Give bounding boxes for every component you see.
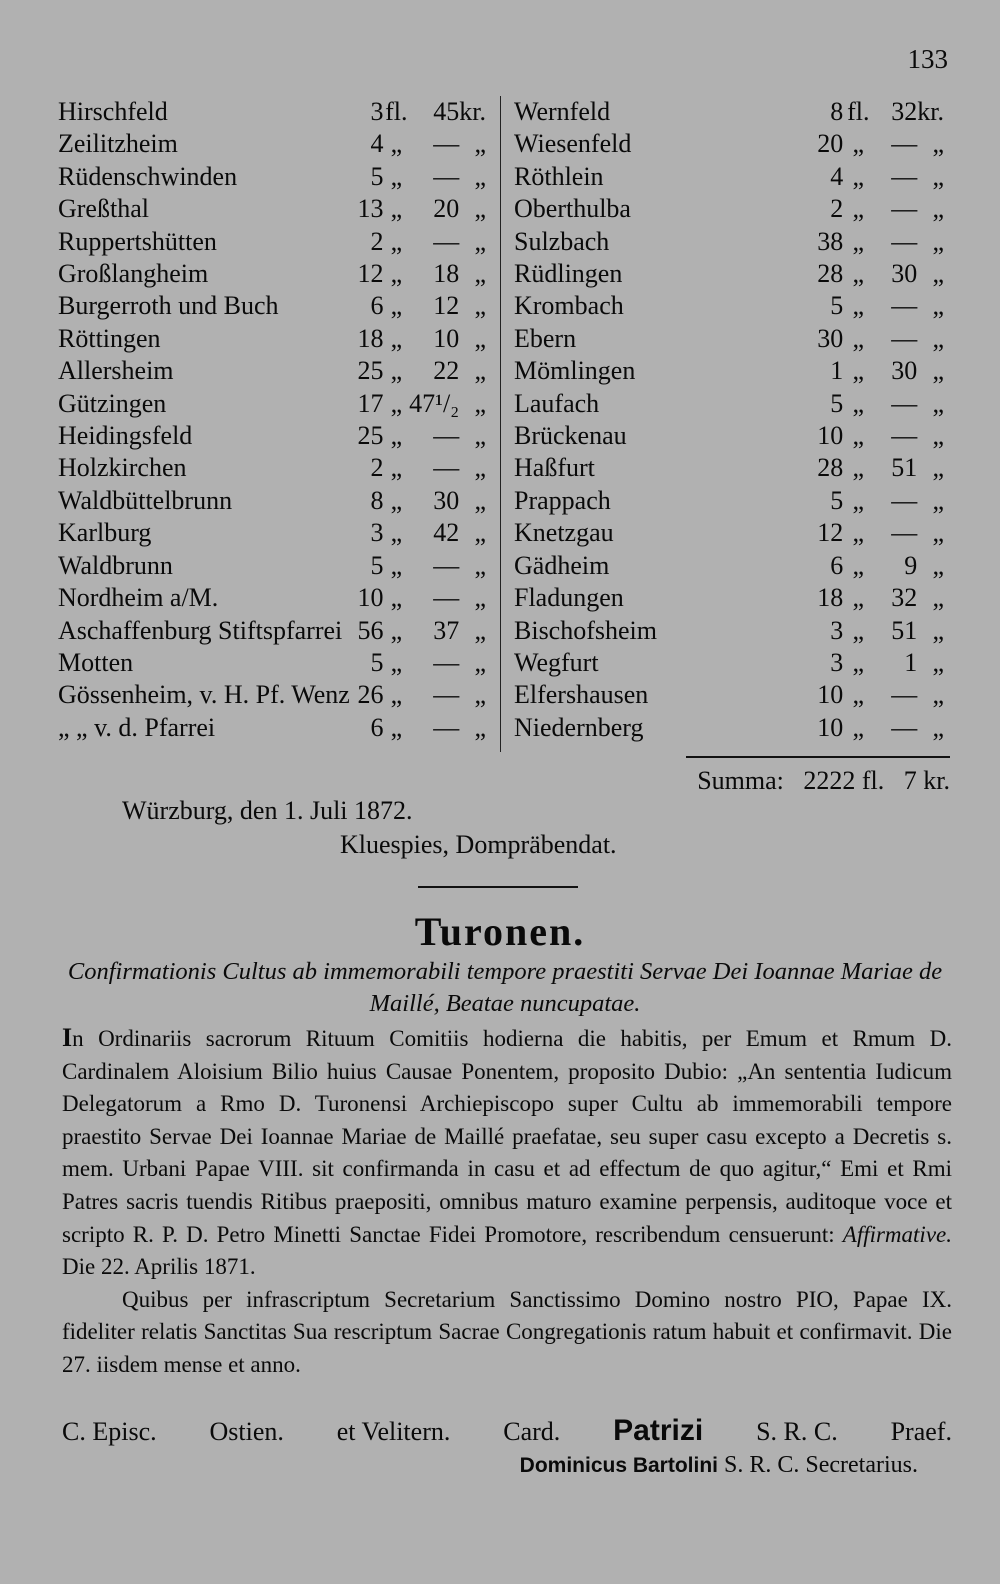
ledger-place: Gützingen (58, 388, 167, 418)
ledger-kr-unit: kr. (917, 97, 944, 126)
ledger-kr-unit: kr. (459, 97, 486, 126)
closing-line (62, 1414, 952, 1448)
ledger-kr-unit: „ (932, 615, 944, 645)
ledger-fl-unit: „ (390, 421, 403, 451)
ledger-place: Haßfurt (514, 453, 595, 483)
ledger-row (58, 193, 486, 225)
cardinal-name: Patrizi (613, 1414, 704, 1447)
page-number: 133 (907, 44, 948, 74)
ledger-fl-amount: 10 (817, 712, 844, 742)
closing-episc: C. Episc. (62, 1417, 157, 1446)
ledger-fl-unit: „ (390, 323, 403, 353)
ledger-kr-unit: „ (474, 615, 486, 645)
ledger-kr-amount: — (891, 129, 918, 159)
ledger-kr-unit: „ (932, 550, 944, 580)
ledger-row (514, 96, 944, 128)
ledger-row (514, 161, 944, 193)
decree-body (62, 1022, 952, 1382)
ledger-kr-unit: „ (474, 161, 486, 191)
ledger-place: Röthlein (514, 161, 604, 191)
ledger-kr-unit: „ (932, 356, 944, 386)
ledger-row (514, 388, 944, 420)
decree-heading: Turonen. (414, 909, 586, 954)
ledger-kr-unit: „ (932, 226, 944, 256)
ledger-kr-unit: „ (474, 647, 486, 677)
drop-cap: I (62, 1023, 73, 1052)
ledger-row (58, 452, 486, 484)
ledger-place: Brückenau (514, 421, 627, 451)
ledger-fl-amount: 13 (357, 194, 384, 224)
ledger-kr-unit: „ (932, 161, 944, 191)
summa-kr-unit: kr. (923, 766, 950, 795)
ledger-kr-amount: 1 (904, 647, 918, 677)
ledger-fl-unit: „ (390, 615, 403, 645)
ledger-row (514, 420, 944, 452)
ledger-kr-unit: „ (474, 226, 486, 256)
ledger-place: Niedernberg (514, 712, 644, 742)
ledger-fl-amount: 1 (830, 356, 844, 386)
ledger-kr-amount: 12 (433, 291, 460, 321)
ledger-place: Ruppertshütten (58, 226, 217, 256)
ledger-kr-amount: — (433, 712, 460, 742)
ledger-place: Knetzgau (514, 518, 614, 548)
ledger-fl-unit: „ (852, 291, 865, 321)
ledger-kr-unit: „ (932, 453, 944, 483)
ledger-kr-amount: — (433, 680, 460, 710)
ledger-fl-amount: 10 (817, 421, 844, 451)
ledger-fl-amount: 8 (370, 485, 384, 515)
ledger-fl-amount: 10 (357, 583, 384, 613)
ledger-place: Gädheim (514, 550, 610, 580)
ledger-fl-unit: „ (390, 712, 403, 742)
ledger-kr-amount: — (433, 453, 460, 483)
ledger-kr-unit: „ (474, 323, 486, 353)
ledger-row (514, 258, 944, 290)
ledger-row (58, 355, 486, 387)
sum-rule (686, 756, 950, 758)
ledger-fl-amount: 2 (370, 226, 384, 256)
ledger-kr-amount: 51 (891, 615, 918, 645)
ledger-fl-amount: 28 (817, 453, 844, 483)
ledger-kr-unit: „ (932, 712, 944, 742)
ledger-row (514, 128, 944, 160)
ledger-kr-amount: — (891, 323, 918, 353)
ledger-fl-unit: „ (852, 680, 865, 710)
ledger-kr-amount: 45 (433, 97, 460, 126)
ledger-row (514, 355, 944, 387)
ledger-place: Burgerroth und Buch (58, 291, 279, 321)
ledger-place: Allersheim (58, 356, 174, 386)
ledger-kr-unit: „ (474, 518, 486, 548)
ledger-fl-unit: fl. (847, 97, 870, 126)
ledger-kr-unit: „ (932, 647, 944, 677)
ledger-fl-amount: 26 (357, 680, 384, 710)
ledger-row (58, 550, 486, 582)
ledger-row (58, 615, 486, 647)
ledger-kr-unit: „ (474, 680, 486, 710)
ledger-fl-unit: „ (390, 129, 403, 159)
ledger-kr-amount: — (891, 226, 918, 256)
ledger-kr-amount: 18 (433, 259, 460, 289)
ledger-fl-unit: „ (390, 453, 403, 483)
summa-label: Summa: (697, 766, 784, 795)
ledger-kr-unit: „ (474, 583, 486, 613)
ledger-place: Wiesenfeld (514, 129, 632, 159)
ledger-place: Hirschfeld (58, 97, 168, 126)
ledger-place: Gössenheim, v. H. Pf. Wenz (58, 680, 350, 710)
ledger-fl-unit: „ (390, 356, 403, 386)
section-separator (418, 886, 578, 888)
ledger-fl-amount: 38 (817, 226, 844, 256)
ledger-fl-unit: „ (852, 550, 865, 580)
ledger-kr-unit: „ (474, 550, 486, 580)
ledger-place: Oberthulba (514, 194, 631, 224)
ledger-kr-amount: — (891, 388, 918, 418)
ledger-kr-unit: „ (932, 583, 944, 613)
ledger-fl-unit: „ (852, 485, 865, 515)
ledger-kr-amount: — (433, 583, 460, 613)
ledger-row (514, 647, 944, 679)
ledger-row (58, 258, 486, 290)
column-divider (500, 96, 501, 752)
ledger-place: Karlburg (58, 518, 152, 548)
ledger-kr-unit: „ (474, 421, 486, 451)
ledger-kr-amount: — (891, 712, 918, 742)
ledger-fl-unit: „ (390, 259, 403, 289)
ledger-row (58, 517, 486, 549)
decree-affirmative: Affirmative. (842, 1221, 952, 1247)
ledger-fl-amount: 25 (357, 421, 384, 451)
ledger-row (58, 323, 486, 355)
ledger-place: Waldbüttelbrunn (58, 485, 233, 515)
ledger-place: Röttingen (58, 323, 161, 353)
ledger-fl-unit: „ (852, 194, 865, 224)
ledger-fl-unit: „ (852, 518, 865, 548)
ledger-row (58, 388, 486, 420)
ledger-kr-amount: — (433, 421, 460, 451)
ledger-fl-unit: „ (852, 161, 865, 191)
ledger-place: Rüdlingen (514, 259, 623, 289)
ledger-kr-amount: 37 (433, 615, 460, 645)
ledger-row (514, 679, 944, 711)
ledger-fl-amount: 5 (370, 550, 384, 580)
ledger-row (58, 96, 486, 128)
ledger-kr-unit: „ (932, 129, 944, 159)
ledger-kr-unit: „ (932, 518, 944, 548)
decree-p1-text: n Ordinariis sacrorum Rituum Comitiis hodierna die habitis, per Emum et Rmum D. Cardinalem Aloisium Bilio huius Causae Ponentem, proposito Dubio: „An sententia Iudicum Delegatorum a Rmo D. Turonensi Archiepiscopo super Cultu ab immemorabili tempore praestito Servae Dei Ioannae Mariae de Maillé praefatae, seu super casu excepto a Decretis s. mem. Urbani Papae VIII. sit confirmanda in casu et ad effectum de quo agitur,“ Emi et Rmi Patres sacris tuendis Ritibus praepositi, omnibus maturo examine perpensis, auditoque voce et scripto R. P. D. Petro Minetti Sanctae Fidei Promotore, rescribendum censuerunt: (62, 1026, 952, 1247)
ledger-left-column (58, 96, 486, 744)
signature: Kluespies, Dompräbendat. (340, 830, 617, 859)
ledger-place: Holzkirchen (58, 453, 187, 483)
ledger-place: Heidingsfeld (58, 421, 193, 451)
ledger-fl-unit: „ (390, 680, 403, 710)
ledger-row (514, 615, 944, 647)
decree-subtitle: Confirmationis Cultus ab immemorabili tempore praestiti Servae Dei Ioannae Mariae de Maillé, Beatae nuncupatae. (67, 958, 943, 1017)
ledger-fl-unit: „ (852, 583, 865, 613)
ledger-fl-unit: „ (390, 388, 403, 418)
ledger-fl-amount: 5 (370, 647, 384, 677)
ledger-kr-amount: 30 (433, 485, 460, 515)
ledger-fl-amount: 6 (370, 291, 384, 321)
ledger-kr-amount: 10 (433, 323, 460, 353)
ledger-row (514, 485, 944, 517)
ledger-kr-unit: „ (932, 388, 944, 418)
ledger-row (58, 582, 486, 614)
ledger-fl-amount: 4 (370, 129, 384, 159)
ledger-kr-amount: — (433, 129, 460, 159)
ledger-row (58, 485, 486, 517)
summa-fl: 2222 (803, 766, 856, 795)
ledger-place: Bischofsheim (514, 615, 657, 645)
ledger-row (514, 550, 944, 582)
ledger-fl-unit: „ (852, 615, 865, 645)
ledger-fl-unit: „ (852, 388, 865, 418)
ledger-fl-unit: „ (390, 485, 403, 515)
ledger-kr-amount: — (891, 518, 918, 548)
ledger-fl-unit: „ (852, 323, 865, 353)
ledger-fl-unit: „ (852, 712, 865, 742)
ledger-row (514, 452, 944, 484)
ledger-kr-amount: — (891, 291, 918, 321)
place-date: Würzburg, den 1. Juli 1872. (122, 796, 413, 825)
ledger-fl-amount: 5 (830, 291, 844, 321)
ledger-kr-amount: 32 (891, 97, 918, 126)
ledger-kr-amount: — (433, 226, 460, 256)
secretary-title: S. R. C. Secretarius. (718, 1452, 918, 1478)
ledger-place: Elfershausen (514, 680, 649, 710)
ledger-fl-unit: „ (390, 583, 403, 613)
ledger-kr-amount: 20 (433, 194, 460, 224)
ledger-fl-amount: 3 (830, 615, 844, 645)
closing-velitern: et Velitern. (336, 1417, 451, 1446)
ledger-fl-amount: 12 (817, 518, 844, 548)
ledger-kr-unit: „ (932, 323, 944, 353)
ledger-fl-unit: „ (390, 518, 403, 548)
ledger-fl-amount: 2 (830, 194, 844, 224)
ledger-fl-unit: „ (390, 550, 403, 580)
ledger-kr-amount: 22 (433, 356, 460, 386)
ledger-fl-unit: „ (852, 226, 865, 256)
ledger-fl-amount: 3 (370, 518, 384, 548)
ledger-fl-amount: 5 (830, 388, 844, 418)
ledger-kr-unit: „ (932, 680, 944, 710)
ledger-place: Aschaffenburg Stiftspfarrei (58, 615, 343, 645)
ledger-kr-amount: 30 (891, 259, 918, 289)
summa-fl-unit: fl. (861, 766, 885, 795)
ledger-fl-amount: 25 (357, 356, 384, 386)
ledger-fl-unit: „ (852, 453, 865, 483)
ledger-place: Motten (58, 647, 134, 677)
ledger-fl-amount: 5 (370, 161, 384, 191)
ledger-kr-amount: — (891, 194, 918, 224)
ledger-row (58, 679, 486, 711)
ledger-place: Wernfeld (514, 97, 611, 126)
ledger-fl-amount: 17 (357, 388, 384, 418)
ledger-place: Prappach (514, 485, 611, 515)
ledger-kr-amount: — (891, 161, 918, 191)
ledger-kr-amount: — (433, 550, 460, 580)
ledger-kr-unit: „ (932, 259, 944, 289)
decree-p1-date: Die 22. Aprilis 1871. (62, 1254, 256, 1280)
ledger-row (514, 226, 944, 258)
ledger-kr-unit: „ (474, 259, 486, 289)
ledger-place: Fladungen (514, 583, 624, 613)
summa-kr: 7 (903, 766, 917, 795)
ledger-right-column (514, 96, 944, 744)
ledger-fl-unit: fl. (385, 97, 408, 126)
ledger-place: „ „ v. d. Pfarrei (58, 712, 216, 742)
ledger-place: Rüdenschwinden (58, 161, 238, 191)
ledger-kr-amount: — (891, 421, 918, 451)
ledger-fl-amount: 4 (830, 161, 844, 191)
ledger-kr-amount: 42 (433, 518, 460, 548)
ledger-kr-amount: — (433, 647, 460, 677)
ledger-kr-amount: — (891, 680, 918, 710)
closing-praef: Praef. (890, 1417, 952, 1446)
ledger-row (514, 323, 944, 355)
ledger-fl-amount: 30 (817, 323, 844, 353)
ledger-place: Ebern (514, 323, 577, 353)
ledger-row (514, 290, 944, 322)
ledger-fl-unit: „ (852, 421, 865, 451)
ledger-fl-amount: 28 (817, 259, 844, 289)
ledger-row (514, 517, 944, 549)
ledger-row (58, 420, 486, 452)
ledger-fl-amount: 6 (830, 550, 844, 580)
ledger-fl-unit: „ (852, 356, 865, 386)
ledger-kr-amount: 51 (891, 453, 918, 483)
ledger-fl-amount: 5 (830, 485, 844, 515)
ledger-fl-amount: 20 (817, 129, 844, 159)
ledger-kr-unit: „ (474, 129, 486, 159)
secretary-line (520, 1452, 918, 1479)
ledger-fl-unit: „ (852, 129, 865, 159)
ledger-kr-amount: 47¹/₂ (409, 388, 460, 418)
ledger-fl-unit: „ (852, 647, 865, 677)
ledger-row (58, 290, 486, 322)
ledger-kr-unit: „ (474, 194, 486, 224)
ledger-row (58, 647, 486, 679)
closing-card: Card. (503, 1417, 561, 1446)
ledger-kr-unit: „ (932, 421, 944, 451)
ledger-kr-unit: „ (474, 291, 486, 321)
ledger-kr-amount: 32 (891, 583, 918, 613)
ledger-place: Mömlingen (514, 356, 636, 386)
ledger-kr-unit: „ (474, 453, 486, 483)
ledger-fl-unit: „ (390, 194, 403, 224)
ledger-fl-amount: 3 (830, 647, 844, 677)
ledger-place: Großlangheim (58, 259, 209, 289)
ledger-fl-unit: „ (390, 647, 403, 677)
ledger-place: Nordheim a/M. (58, 583, 219, 613)
ledger-row (58, 226, 486, 258)
ledger-fl-unit: „ (852, 259, 865, 289)
closing-ostien: Ostien. (209, 1417, 284, 1446)
summa-line (697, 766, 950, 796)
ledger-place: Zeilitzheim (58, 129, 178, 159)
ledger-kr-amount: — (433, 161, 460, 191)
ledger-place: Sulzbach (514, 226, 610, 256)
ledger-row (514, 193, 944, 225)
ledger-row (58, 161, 486, 193)
decree-paragraph-2: Quibus per infrascriptum Secretarium Sanctissimo Domino nostro PIO, Papae IX. fideliter relatis Sanctitas Sua rescriptum Sacrae Congregationis ratum habuit et confirmavit. Die 27. iisdem mense et anno. (62, 1286, 952, 1377)
ledger-kr-unit: „ (474, 356, 486, 386)
ledger-place: Laufach (514, 388, 600, 418)
ledger-kr-unit: „ (474, 712, 486, 742)
ledger-fl-amount: 3 (370, 97, 384, 126)
ledger-kr-unit: „ (932, 485, 944, 515)
ledger-fl-amount: 10 (817, 680, 844, 710)
ledger-fl-amount: 6 (370, 712, 384, 742)
ledger-place: Wegfurt (514, 647, 599, 677)
ledger-kr-unit: „ (932, 194, 944, 224)
ledger-kr-amount: 30 (891, 356, 918, 386)
ledger-place: Krombach (514, 291, 624, 321)
ledger-fl-amount: 12 (357, 259, 384, 289)
ledger-kr-unit: „ (474, 388, 486, 418)
ledger-kr-amount: — (891, 485, 918, 515)
ledger-row (514, 582, 944, 614)
ledger-place: Waldbrunn (58, 550, 173, 580)
closing-src: S. R. C. (756, 1417, 838, 1446)
secretary-name: Dominicus Bartolini (519, 1454, 719, 1477)
ledger-fl-amount: 18 (357, 323, 384, 353)
ledger-row (58, 128, 486, 160)
ledger-row (514, 712, 944, 744)
ledger-fl-amount: 56 (357, 615, 384, 645)
ledger-fl-unit: „ (390, 291, 403, 321)
ledger-fl-unit: „ (390, 161, 403, 191)
decree-paragraph-1 (62, 1022, 952, 1284)
ledger-fl-amount: 18 (817, 583, 844, 613)
ledger-kr-unit: „ (474, 485, 486, 515)
ledger-kr-unit: „ (932, 291, 944, 321)
ledger-fl-amount: 8 (830, 97, 844, 126)
ledger-fl-unit: „ (390, 226, 403, 256)
ledger-fl-amount: 2 (370, 453, 384, 483)
ledger-kr-amount: 9 (904, 550, 918, 580)
ledger-place: Greßthal (58, 194, 149, 224)
ledger-row (58, 712, 486, 744)
